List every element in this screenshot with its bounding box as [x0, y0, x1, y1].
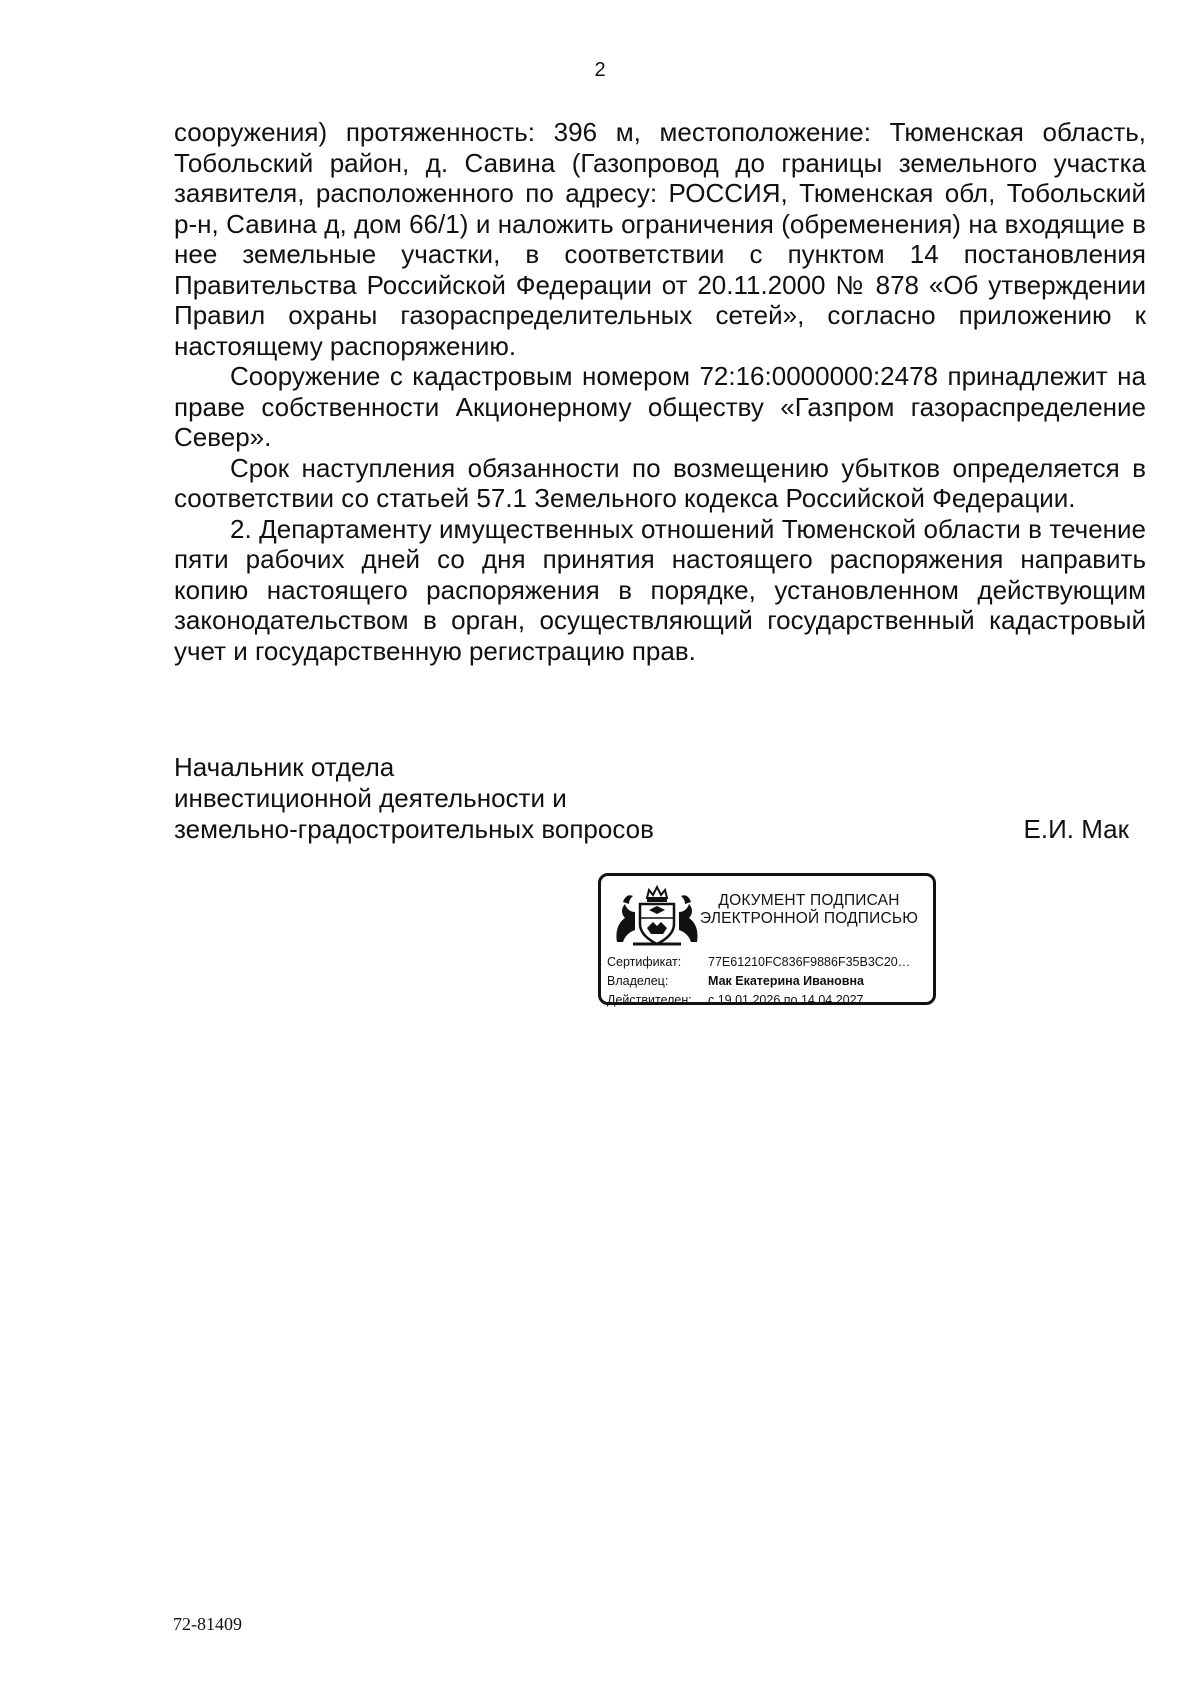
owner-label: Владелец:: [607, 974, 669, 988]
coat-of-arms-icon: [613, 884, 701, 948]
signatory-title-line: земельно-градостроительных вопросов: [174, 814, 654, 844]
signatory-title-line: инвестиционной деятельности и: [174, 783, 567, 813]
paragraph-ownership: Сооружение с кадастровым номером 72:16:0000000:2478 принадлежит на праве собственности Акционерному обществу «Газпром газораспределение Север».: [174, 361, 1146, 452]
stamp-heading: [695, 892, 923, 928]
certificate-label: Сертификат:: [607, 955, 682, 969]
stamp-details: [607, 953, 931, 1010]
paragraph-item-2: 2. Департаменту имущественных отношений Тюменской области в течение пяти рабочих дней со дня принятия настоящего распоряжения направить копию настоящего распоряжения в порядке, установленном действующим законодательством в орган, осуществляющий государственный кадастровый учет и государственную регистрацию прав.: [174, 513, 1146, 666]
paragraph-continuation: сооружения) протяженность: 396 м, местоположение: Тюменская область, Тобольский район, д. Савина (Газопровод до границы земельного участка заявителя, расположенного по адресу: РОССИЯ, Тюменская обл, Тобольский р-н, Савина д, дом 66/1) и наложить ограничения (обременения) на входящие в нее земельные участки, в соответствии с пунктом 14 постановления Правительства Российской Федерации от 20.11.2000 № 878 «Об утверждении Правил охраны газораспределительных сетей», согласно приложению к настоящему распоряжению.: [174, 117, 1146, 361]
certificate-value: 77E61210FC836F9886F35B3C20…: [708, 955, 911, 969]
signature-block: [174, 752, 1129, 845]
page-number: 2: [594, 59, 606, 81]
paragraph-compensation: Срок наступления обязанности по возмещению убытков определяется в соответствии со статьей 57.1 Земельного кодекса Российской Федерации.: [174, 452, 1146, 513]
document-body: [174, 117, 1146, 666]
stamp-heading-line: ЭЛЕКТРОННОЙ ПОДПИСЬЮ: [699, 910, 919, 927]
validity-value: с 19.01.2026 по 14.04.2027: [708, 993, 864, 1007]
electronic-signature-stamp: [598, 873, 936, 1005]
validity-label: Действителен:: [607, 993, 692, 1007]
signatory-title-line: Начальник отдела: [174, 752, 395, 782]
stamp-owner-row: [607, 972, 931, 991]
signatory-name: Е.И. Мак: [1023, 814, 1129, 844]
stamp-heading-line: ДОКУМЕНТ ПОДПИСАН: [718, 892, 900, 909]
owner-value: Мак Екатерина Ивановна: [708, 974, 864, 988]
document-code: 72-81409: [173, 1614, 242, 1634]
stamp-certificate-row: [607, 953, 931, 972]
stamp-validity-row: [607, 991, 931, 1010]
